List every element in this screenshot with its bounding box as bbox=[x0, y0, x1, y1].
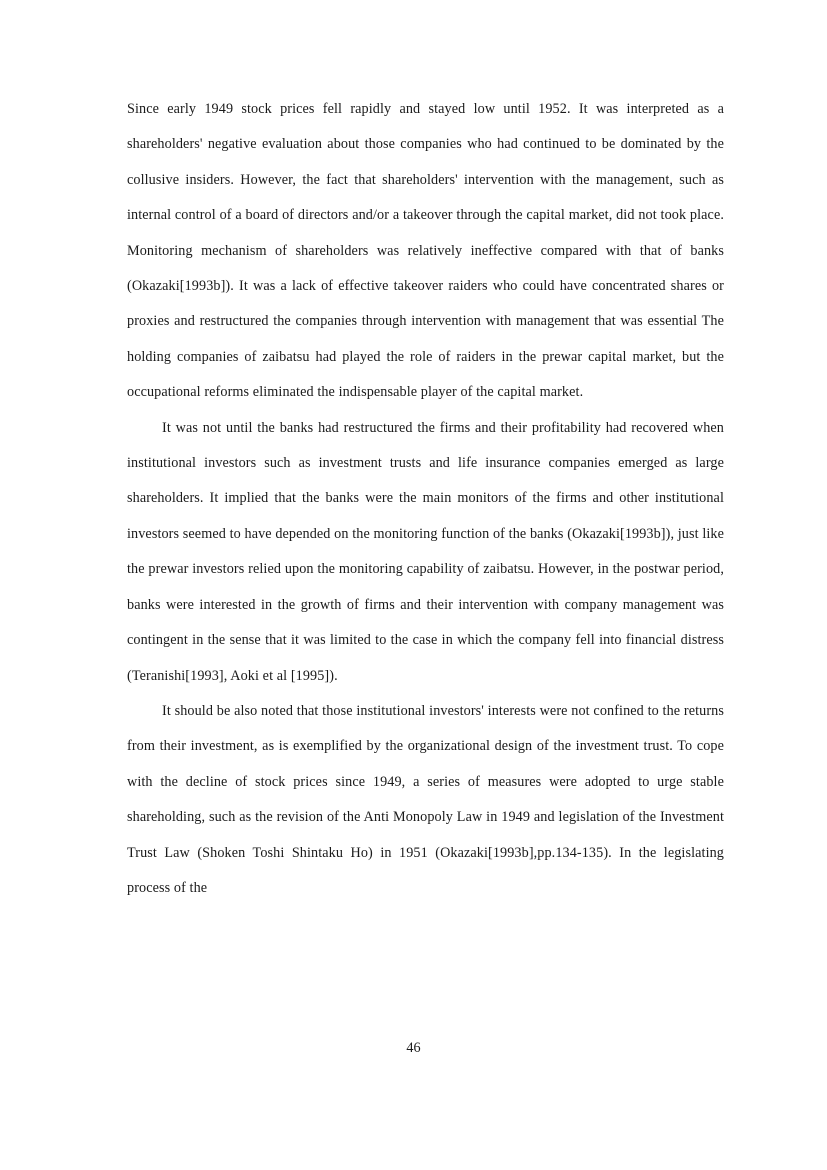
paragraph-2: It was not until the banks had restructured the firms and their profitability had recovered when institutional investors such as investment trusts and life insurance companies emerged as large shareholders. It implied that the banks were the main monitors of the firms and other institutional investors seemed to have depended on the monitoring function of the banks (Okazaki[1993b]), just like the prewar investors relied upon the monitoring capability of zaibatsu. However, in the postwar period, banks were interested in the growth of firms and their intervention with company management was contingent in the sense that it was limited to the case in which the company fell into financial distress (Teranishi[1993], Aoki et al [1995]). bbox=[127, 419, 724, 684]
page-number: 46 bbox=[406, 1040, 421, 1056]
body-text bbox=[127, 92, 724, 906]
paragraph-3: It should be also noted that those institutional investors' interests were not confined to the returns from their investment, as is exemplified by the organizational design of the investment trust. To cope with the decline of stock prices since 1949, a series of measures were adopted to urge stable shareholding, such as the revision of the Anti Monopoly Law in 1949 and legislation of the Investment Trust Law (Shoken Toshi Shintaku Ho) in 1951 (Okazaki[1993b],pp.134-135). In the legislating process of the bbox=[127, 702, 724, 896]
paragraph-1: Since early 1949 stock prices fell rapidly and stayed low until 1952. It was interpreted as a shareholders' negative evaluation about those companies who had continued to be dominated by the collusive insiders. However, the fact that shareholders' intervention with the management, such as internal control of a board of directors and/or a takeover through the capital market, did not took place. Monitoring mechanism of shareholders was relatively ineffective compared with that of banks (Okazaki[1993b]). It was a lack of effective takeover raiders who could have concentrated shares or proxies and restructured the companies through intervention with management that was essential The holding companies of zaibatsu had played the role of raiders in the prewar capital market, but the occupational reforms eliminated the indispensable player of the capital market. bbox=[127, 101, 724, 401]
